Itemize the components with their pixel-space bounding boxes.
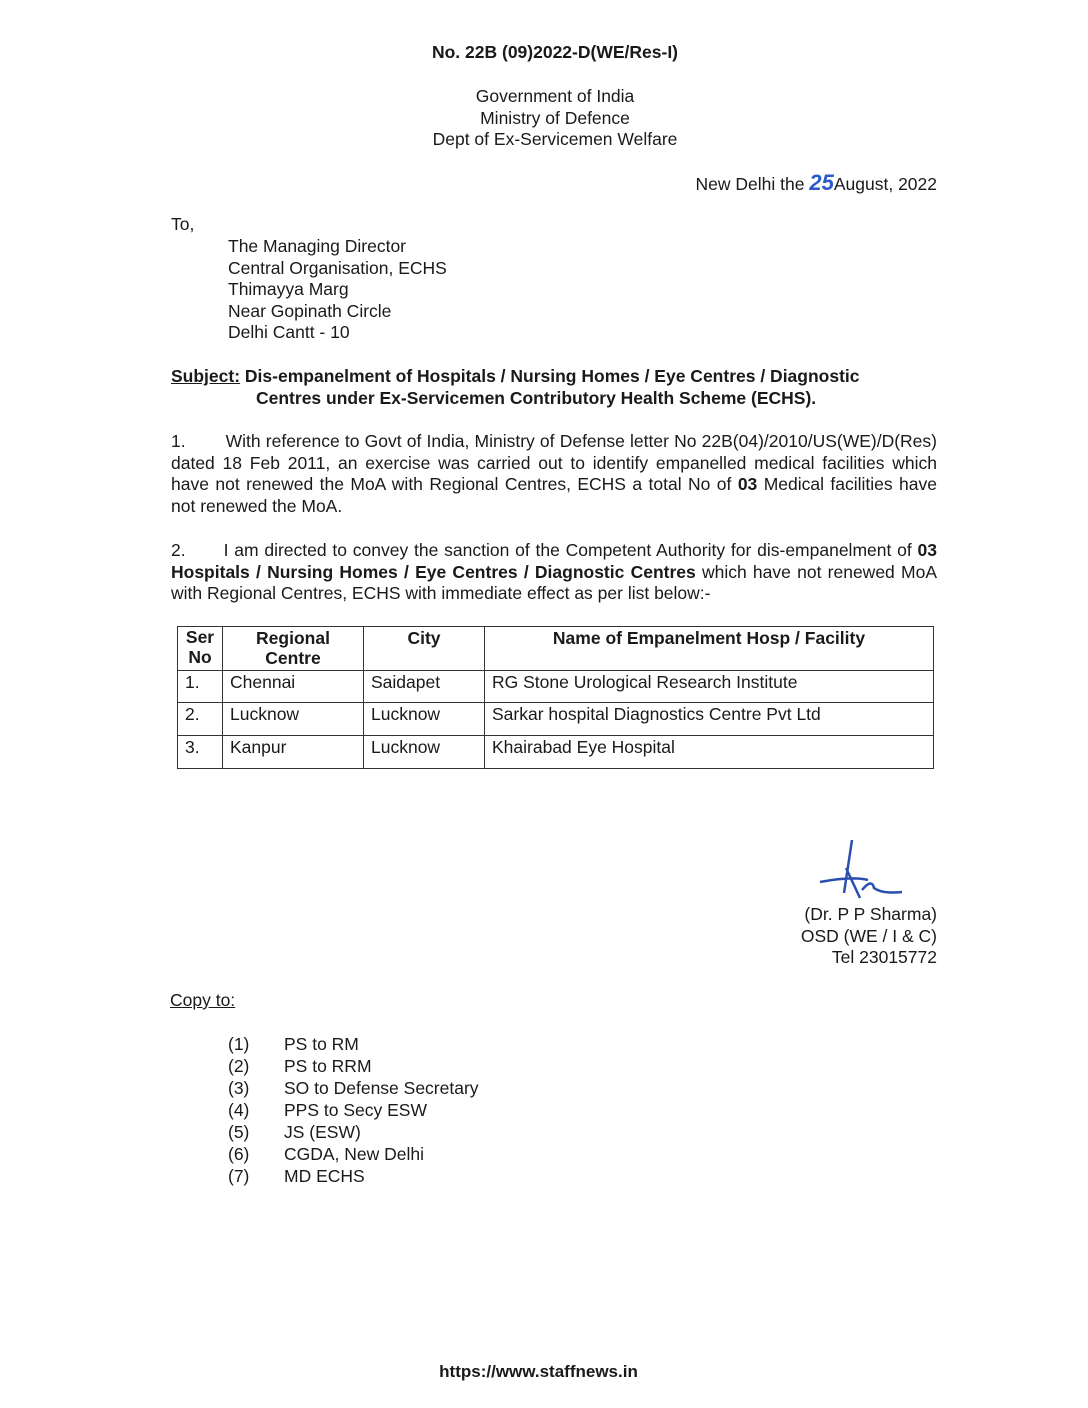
list-item — [228, 1077, 479, 1099]
address-line: Central Organisation, ECHS — [228, 257, 447, 278]
date-line — [696, 170, 937, 196]
cell-ser: 2. — [178, 703, 223, 736]
subject — [171, 366, 937, 409]
facility-table — [177, 626, 934, 769]
para-text: I am directed to convey the sanction of the Competent Authority for dis-empanelment of — [223, 540, 918, 560]
cell-region: Kanpur — [223, 736, 364, 769]
addressee-block — [228, 236, 447, 344]
list-item — [228, 1121, 479, 1143]
address-line: Delhi Cantt - 10 — [228, 322, 350, 342]
signatory-name: (Dr. P P Sharma) — [804, 904, 937, 924]
header-city: City — [364, 627, 485, 671]
item-text: PS to RRM — [284, 1056, 372, 1076]
subject-text-cont: Centres under Ex-Servicemen Contributory Health Scheme (ECHS). — [256, 387, 817, 408]
header-ser-no: Ser No — [178, 627, 223, 671]
paragraph-1 — [171, 431, 937, 517]
cell-city: Saidapet — [364, 671, 485, 703]
signatory-block — [801, 904, 937, 969]
list-item — [228, 1099, 479, 1121]
cell-facility: RG Stone Urological Research Institute — [485, 671, 934, 703]
table-header-row — [178, 627, 934, 671]
list-item — [228, 1033, 479, 1055]
para-text: With reference to Govt of India, Ministry of Defense letter No 22B(04)/2010/US(WE)/D(Res) dated 18 Feb 2011, an exercise was carried out to identify empanelled medical facilities which have not renewed the MoA with Regional Centres, ECHS a total No of — [171, 431, 937, 494]
org-line: Dept of Ex-Servicemen Welfare — [432, 129, 678, 149]
address-line: Near Gopinath Circle — [228, 300, 392, 321]
para-number: 1. — [171, 431, 186, 451]
item-text: CGDA, New Delhi — [284, 1144, 425, 1164]
item-text: PPS to Secy ESW — [284, 1100, 427, 1120]
table-row — [178, 703, 934, 736]
item-text: PS to RM — [284, 1034, 359, 1054]
copy-to-list — [228, 1033, 479, 1187]
item-number: (5) — [228, 1122, 250, 1142]
header-facility: Name of Empanelment Hosp / Facility — [485, 627, 934, 671]
cell-region: Lucknow — [223, 703, 364, 736]
footer-url[interactable]: https://www.staffnews.in — [439, 1362, 638, 1381]
para-text: which have not renewed MoA with Regional Centres, ECHS with immediate effect as per list below:- — [171, 561, 937, 603]
table-row — [178, 736, 934, 769]
item-number: (6) — [228, 1144, 250, 1164]
address-line: Thimayya Marg — [228, 279, 349, 299]
cell-city: Lucknow — [364, 703, 485, 736]
item-number: (7) — [228, 1166, 250, 1186]
org-line: Ministry of Defence — [480, 107, 630, 128]
para-bold: 03 — [737, 474, 758, 494]
item-number: (1) — [228, 1034, 250, 1054]
table-row — [178, 671, 934, 703]
item-number: (4) — [228, 1100, 250, 1120]
cell-ser: 1. — [178, 671, 223, 703]
para-number: 2. — [171, 540, 186, 560]
cell-facility: Sarkar hospital Diagnostics Centre Pvt Ltd — [485, 703, 934, 736]
item-text: MD ECHS — [284, 1166, 365, 1186]
item-number: (2) — [228, 1056, 250, 1076]
item-text: SO to Defense Secretary — [284, 1078, 479, 1098]
reference-number: No. 22B (09)2022-D(WE/Res-I) — [431, 42, 679, 62]
signatory-phone: Tel 23015772 — [831, 947, 937, 967]
signatory-designation: OSD (WE / I & C) — [800, 925, 937, 946]
list-item — [228, 1143, 479, 1165]
item-text: JS (ESW) — [284, 1122, 361, 1142]
copy-to-label: Copy to: — [170, 990, 236, 1010]
address-line: The Managing Director — [228, 236, 406, 256]
signature-icon — [812, 838, 912, 910]
subject-label: Subject: — [171, 366, 241, 386]
list-item — [228, 1165, 479, 1187]
cell-city: Lucknow — [364, 736, 485, 769]
cell-facility: Khairabad Eye Hospital — [485, 736, 934, 769]
paragraph-2 — [171, 540, 937, 605]
cell-ser: 3. — [178, 736, 223, 769]
para-text: Medical facilities have not renewed the MoA. — [171, 474, 938, 516]
header-regional-centre: Regional Centre — [223, 627, 364, 671]
list-item — [228, 1055, 479, 1077]
organisation-header — [0, 86, 1088, 151]
to-label: To, — [171, 214, 195, 234]
subject-text: Dis-empanelment of Hospitals / Nursing Homes / Eye Centres / Diagnostic — [244, 366, 860, 386]
cell-region: Chennai — [223, 671, 364, 703]
org-line: Government of India — [475, 86, 635, 106]
para-bold: 03 Hospitals / Nursing Homes / Eye Centres / Diagnostic Centres — [171, 540, 937, 582]
date-prefix: New Delhi the — [695, 174, 805, 194]
handwritten-day: 25 — [809, 170, 834, 195]
item-number: (3) — [228, 1078, 250, 1098]
date-suffix: August, 2022 — [833, 174, 937, 194]
